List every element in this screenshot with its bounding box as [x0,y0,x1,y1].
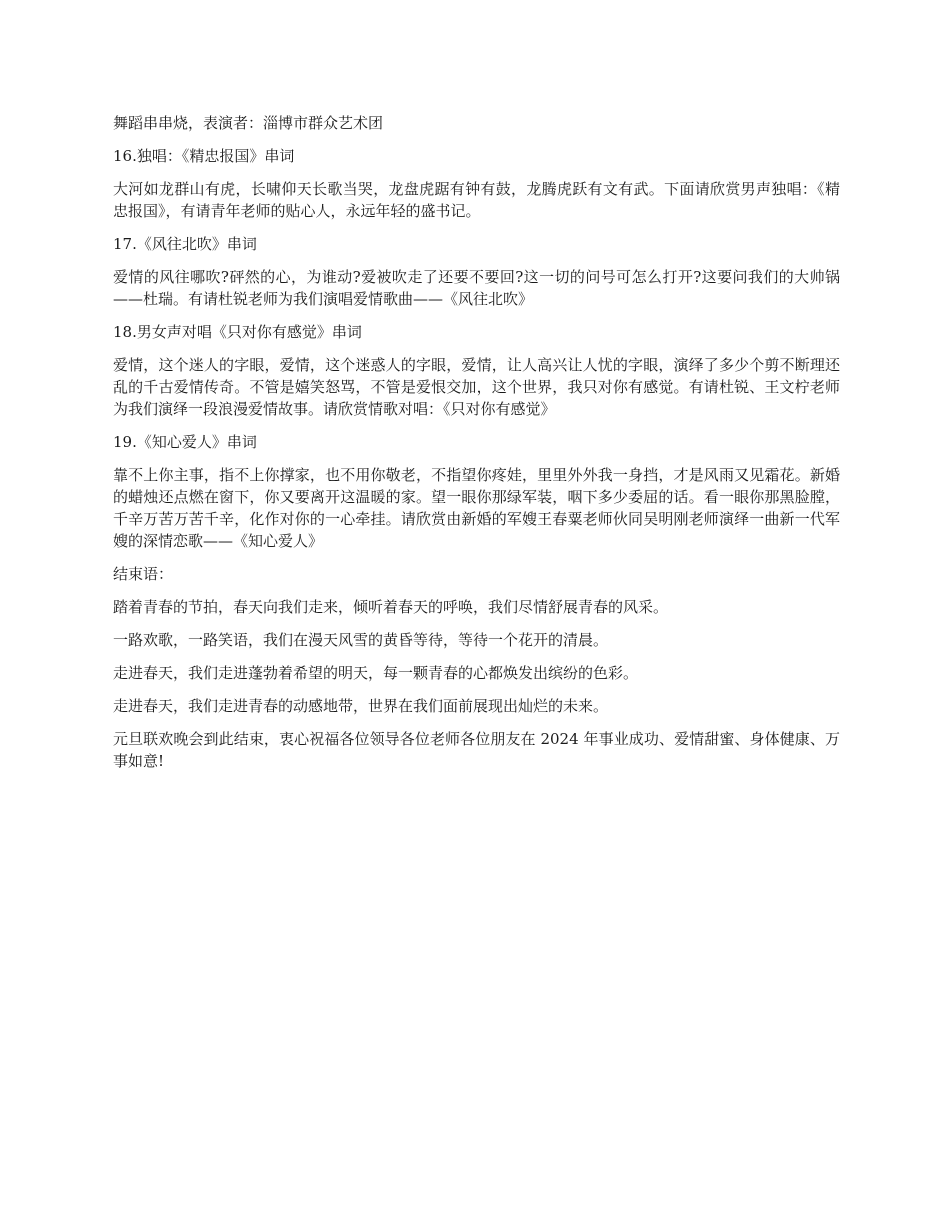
paragraph-closing-4: 走进春天，我们走进青春的动感地带，世界在我们面前展现出灿烂的未来。 [113,697,609,715]
paragraph-closing-3: 走进春天，我们走进蓬勃着希望的明天，每一颗青春的心都焕发出缤纷的色彩。 [113,664,639,682]
paragraph-16-script: 大河如龙群山有虎，长啸仰天长歌当哭，龙盘虎踞有钟有鼓，龙腾虎跃有文有武。下面请欣赏男声独唱：《精忠报国》，有请青年老师的贴心人，永远年轻的盛书记。 [113,180,840,220]
heading-19: 19.《知心爱人》串词 [113,433,257,451]
heading-18-duet: 18.男女声对唱《只对你有感觉》串词 [113,323,362,341]
paragraph-18-script: 爱情，这个迷人的字眼，爱情，这个迷惑人的字眼，爱情，让人高兴让人忧的字眼，演绎了多少个剪不断理还乱的千古爱情传奇。不管是嬉笑怒骂，不管是爱恨交加，这个世界，我只对你有感觉。有请杜锐、王文柠老师为我们演绎一段浪漫爱情故事。请欣赏情歌对唱：《只对你有感觉》 [113,356,840,418]
heading-17: 17.《风往北吹》串词 [113,235,257,253]
paragraph-closing-5: 元旦联欢晚会到此结束，衷心祝福各位领导各位老师各位朋友在 2024 年事业成功、爱情甜蜜、身体健康、万事如意! [113,730,840,770]
document-body [113,112,840,783]
heading-16-solo: 16.独唱：《精忠报国》串词 [113,147,295,165]
heading-closing: 结束语： [113,565,174,583]
paragraph-17-script: 爱情的风往哪吹?砰然的心，为谁动?爱被吹走了还要不要回?这一切的问号可怎么打开?这要问我们的大帅锅——杜瑞。有请杜锐老师为我们演唱爱情歌曲——《风往北吹》 [113,268,840,308]
paragraph-closing-2: 一路欢歌，一路笑语，我们在漫天风雪的黄昏等待，等待一个花开的清晨。 [113,631,609,649]
paragraph-19-script: 靠不上你主事，指不上你撑家，也不用你敬老，不指望你疼娃，里里外外我一身挡，才是风雨又见霜花。新婚的蜡烛还点燃在窗下，你又要离开这温暖的家。望一眼你那绿军装，咽下多少委屈的话。看一眼你那黑脸膛，千辛万苦万苦千辛，化作对你的一心牵挂。请欣赏由新婚的军嫂王春粟老师伙同吴明刚老师演绎一曲新一代军嫂的深情恋歌——《知心爱人》 [113,466,840,550]
paragraph-closing-1: 踏着青春的节拍，春天向我们走来，倾听着春天的呼唤，我们尽情舒展青春的风采。 [113,598,669,616]
paragraph-dance-medley: 舞蹈串串烧，表演者：淄博市群众艺术团 [113,114,384,132]
